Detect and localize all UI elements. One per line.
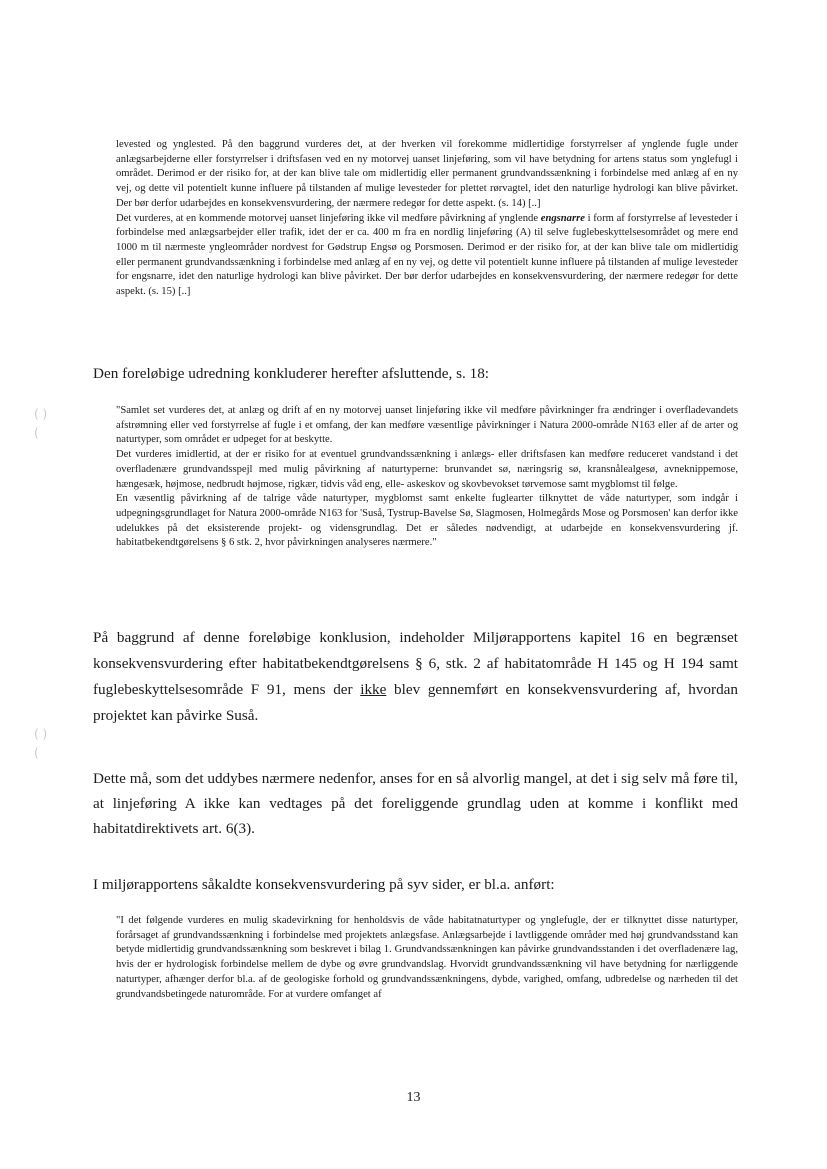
block-quote-1	[116, 138, 738, 300]
body-paragraph-1	[93, 625, 738, 729]
quote-paragraph: En væsentlig påvirkning af de talrige våde naturtyper, mygblomst samt enkelte fuglearter tilknyttet de våde naturtyper, som indgår i udpegningsgrundlaget for Natura 2000-område N163 for 'Suså, Tystrup-Bavelse Sø, Slagmosen, Holmegårds Mose og Porsmosen' kan derfor ikke udelukkes på det eksisterende projekt- og vidensgrundlag. Det er således nødvendigt, at udarbejde en konsekvensvurdering jf. habitatbekendtgørelsens § 6 stk. 2, hvor påvirkningen analyseres nærmere."	[116, 493, 738, 549]
emphasis-species: engsnarre	[540, 212, 585, 224]
quote-paragraph: "Samlet set vurderes det, at anlæg og drift af en ny motorvej uanset linjeføring ikke vil medføre påvirkninger fra ændringer i overfladevandets afstrømning eller ved forstyrrelse af fugle i et omfang, der kan medføre væsentlige påvirkninger i Natura 2000-område N163 eller af de arter og naturtyper, som området er udpeget for at beskytte.	[116, 405, 738, 446]
underlined-word: ikke	[360, 681, 387, 698]
page-number: 13	[406, 1090, 421, 1105]
intro-conclusion: Den foreløbige udredning konkluderer herefter afsluttende, s. 18:	[93, 365, 490, 382]
body-paragraph-2: Dette må, som det uddybes nærmere nedenfor, anses for en så alvorlig mangel, at det i sig selv må føre til, at linjeføring A ikke kan vedtages på det foreliggende grundlag uden at komme i konflikt med habitatdirektivets art. 6(3).	[93, 770, 738, 837]
quote-paragraph: Det vurderes imidlertid, at der er risiko for at eventuel grundvandssænkning i anlægs- eller driftsfasen kan medføre reduceret vandstand i det overfladenære grundvandsspejl med mulig påvirkning af naturtyperne: brunvandet sø, næringsrig sø, kransnålealgesø, avneknippemose, hængesæk, højmose, nedbrudt højmose, rigkær, tidvis våd eng, elle- askeskov og skovbevokset tørvemose samt mygblomst til følge.	[116, 449, 738, 490]
quote-paragraph	[116, 212, 738, 300]
margin-mark: (	[34, 746, 39, 760]
body-text: På baggrund af denne foreløbige konklusion, indeholder Miljørapportens kapitel 16 en begrænset konsekvensvurdering efter habitatbekendtgørelsens § 6, stk. 2 af habitatområde H 145 og H 194 samt fuglebeskyttelsesområde F 91, mens der	[93, 629, 738, 698]
margin-mark: ( )	[34, 727, 48, 741]
block-quote-2	[116, 404, 738, 551]
block-quote-3	[116, 914, 738, 1002]
margin-mark: (	[34, 426, 39, 440]
quote-text: Det vurderes, at en kommende motorvej uanset linjeføring ikke vil medføre påvirkning af ynglende	[116, 212, 541, 224]
margin-mark: ( )	[34, 407, 48, 421]
body-text: blev gennemført en konsekvensvurdering af, hvordan projektet kan påvirke Suså.	[93, 681, 738, 724]
quote-paragraph: levested og ynglested. På den baggrund vurderes det, at der hverken vil forekomme midlertidige forstyrrelser af ynglende fugle under anlægsarbejderne eller forstyrrelser i driftsfasen ved en ny motorvej uanset linjeføring, som vil have betydning for artens status som ynglefugl i området. Derimod er der risiko for, at der kan blive tale om midlertidig eller permanent grundvandssænkning i forbindelse med anlæg af en ny vej, og dette vil potentielt kunne influere på tilstanden af mulige levesteder for plettet rørvagtel, idet den naturlige hydrologi kan blive påvirket. Der bør derfor udarbejdes en konsekvensvurdering, der nærmere redegør for dette aspekt. (s. 14) [..]	[116, 139, 738, 209]
quote-paragraph: "I det følgende vurderes en mulig skadevirkning for henholdsvis de våde habitatnaturtyper og ynglefugle, der er tilknyttet disse naturtyper, forårsaget af grundvandssænkning i forbindelse med projektets anlægsfase. Anlægsarbejde i lavtliggende områder med høj grundvandsstand kan betyde midlertidig grundvandssænkning som beskrevet i bilag 1. Grundvandssænkningen kan påvirke grundvandsstanden i det overfladenære lag, hvis der er hydrologisk forbindelse mellem de dybe og øvre grundvandslag. Hvorvidt grundvandssænkning vil have betydning for nærliggende naturtyper, afhænger derfor bl.a. af de geologiske forhold og grundvandssænkningens, dybde, varighed, omfang, udbredelse og nærheden til det grundvandsbetingede naturområde. For at vurdere omfanget af	[116, 915, 738, 1000]
quote-text: i form af forstyrrelse af levesteder i forbindelse med anlægsarbejder eller trafik, idet der er ca. 400 m fra en nordlig linjeføring (A) til selve fuglebeskyttelsesområdet og mere end 1000 m til nærmeste yngleområder nordvest for Gødstrup Engsø og Porsmosen. Derimod er der risiko for, at der kan blive tale om midlertidig eller permanent grundvandssænkning i forbindelse med anlæg af en ny vej, og dette vil potentielt kunne influere på tilstanden af mulige levesteder for engsnarre, idet den naturlige hydrologi kan blive påvirket. Der bør derfor udarbejdes en konsekvensvurdering, der nærmere redegør for dette aspekt. (s. 15) [..]	[116, 212, 738, 298]
intro-assessment: I miljørapportens såkaldte konsekvensvurdering på syv sider, er bl.a. anført:	[93, 876, 555, 893]
